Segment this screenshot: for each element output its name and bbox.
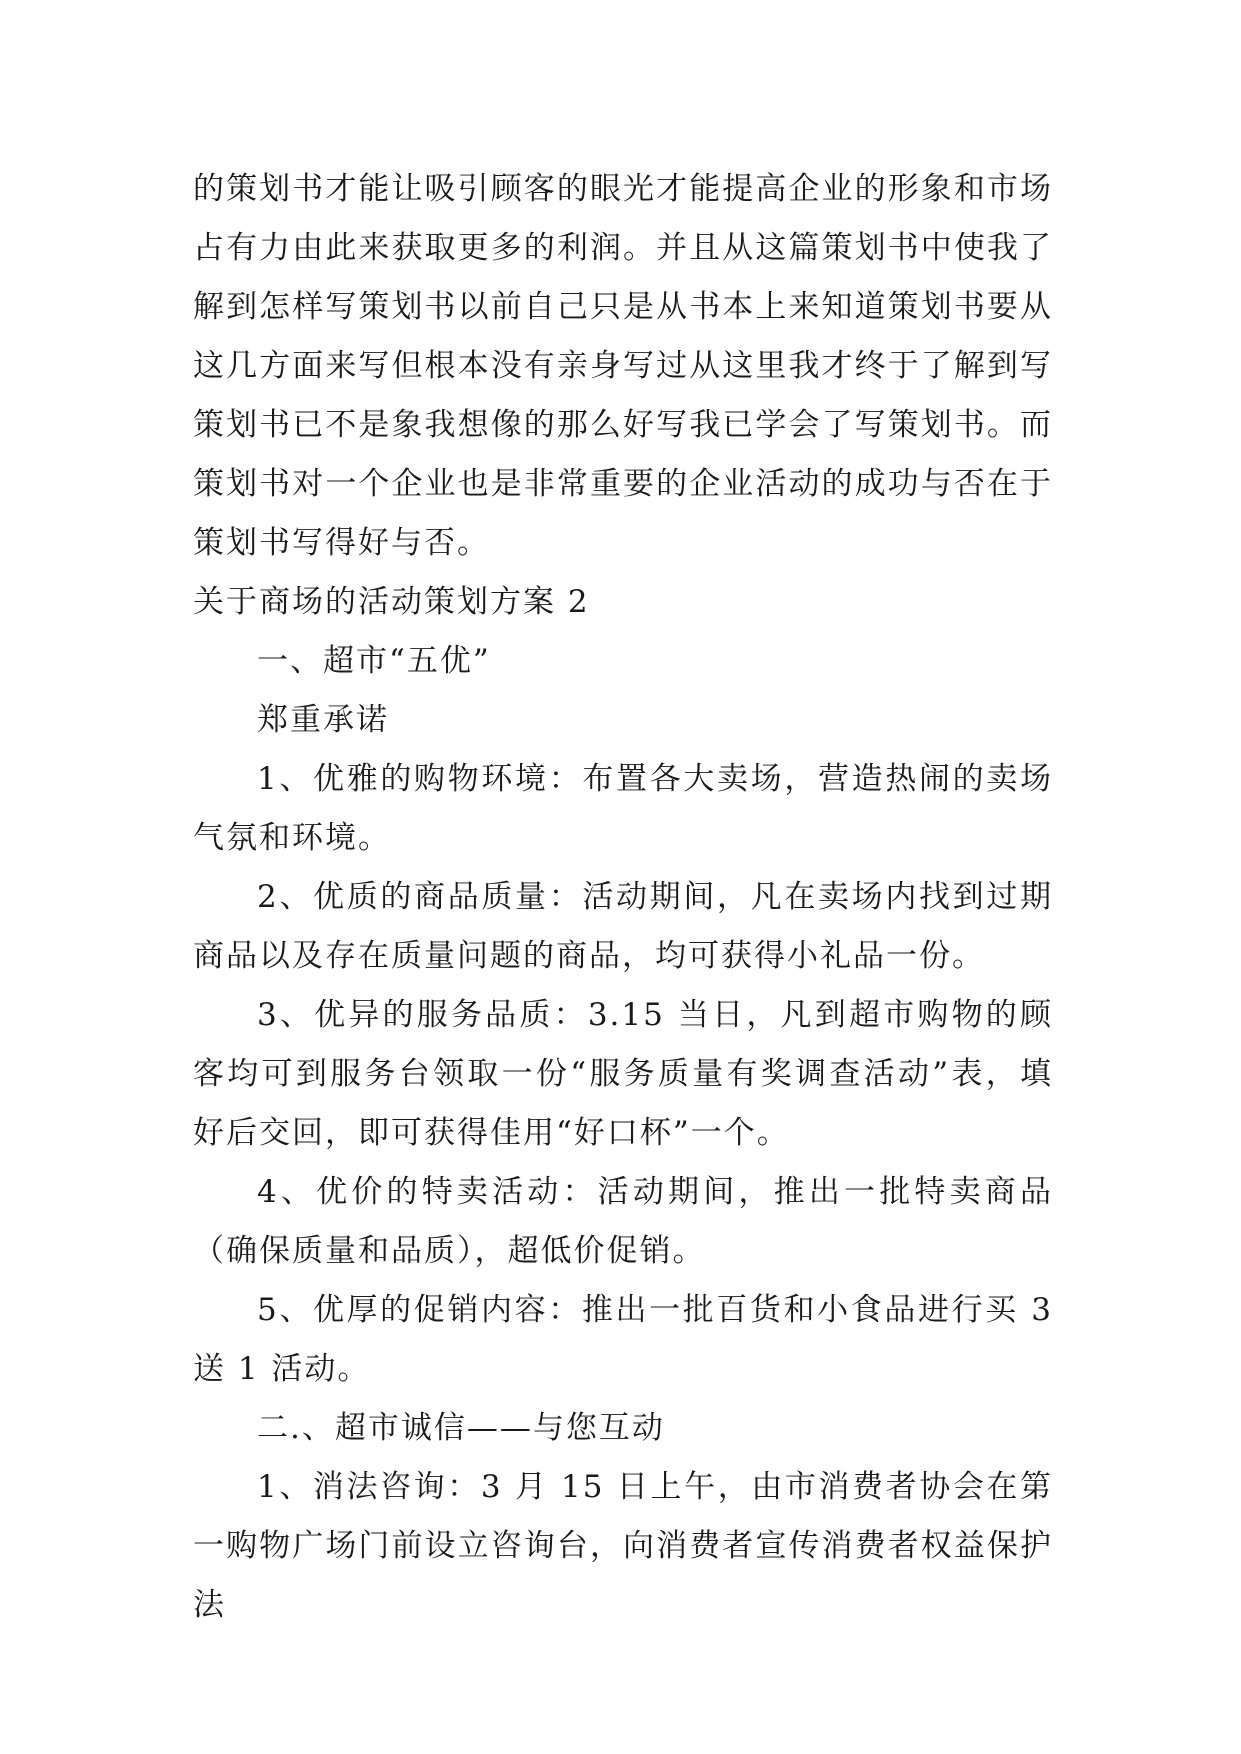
section-heading: 二.、超市诚信——与您互动 (257, 1410, 665, 1446)
section-heading: 一、超市“五优” (257, 643, 491, 679)
list-item: 1、优雅的购物环境：布置各大卖场，营造热闹的卖场气氛和环境。 (193, 761, 1053, 856)
list-item: 5、优厚的促销内容：推出一批百货和小食品进行买 3 送 1 活动。 (193, 1292, 1053, 1387)
list-item: 2、优质的商品质量：活动期间，凡在卖场内找到过期商品以及存在质量问题的商品，均可获得小礼品一份。 (193, 879, 1053, 974)
section-title: 关于商场的活动策划方案 2 (193, 584, 590, 620)
body-paragraph: 的策划书才能让吸引顾客的眼光才能提高企业的形象和市场占有力由此来获取更多的利润。并且从这篇策划书中使我了解到怎样写策划书以前自己只是从书本上来知道策划书要从这几方面来写但根本没有亲身写过从这里我才终于了解到写策划书已不是象我想像的那么好写我已学会了写策划书。而策划书对一个企业也是非常重要的企业活动的成功与否在于策划书写得好与否。 (193, 171, 1053, 561)
subheading: 郑重承诺 (257, 702, 389, 738)
list-item: 1、消法咨询：3 月 15 日上午，由市消费者协会在第一购物广场门前设立咨询台，向消费者宣传消费者权益保护法 (193, 1469, 1053, 1623)
document-body (193, 160, 1053, 1635)
list-item: 3、优异的服务品质：3.15 当日，凡到超市购物的顾客均可到服务台领取一份“服务质量有奖调查活动”表，填好后交回，即可获得佳用“好口杯”一个。 (193, 997, 1053, 1151)
list-item: 4、优价的特卖活动：活动期间，推出一批特卖商品（确保质量和品质），超低价促销。 (193, 1174, 1053, 1269)
